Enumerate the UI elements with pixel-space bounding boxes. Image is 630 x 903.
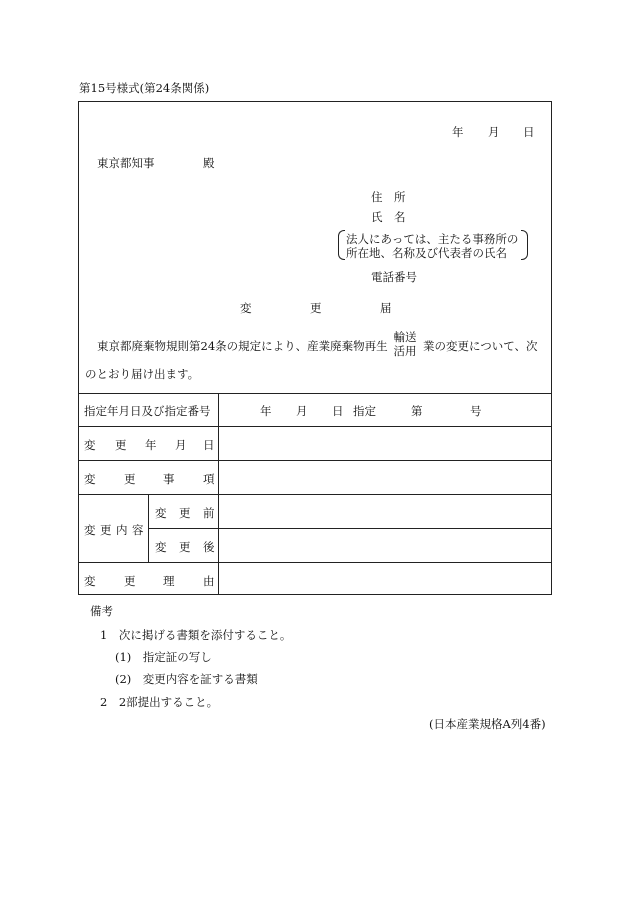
corporate-note-line1: 法人にあっては、主たる事務所の bbox=[346, 232, 519, 246]
column-divider bbox=[148, 494, 149, 562]
date-day: 日 bbox=[523, 125, 535, 139]
date-month: 月 bbox=[488, 125, 500, 139]
change-date-c2: 更 bbox=[115, 438, 127, 452]
body-line2: のとおり届け出ます。 bbox=[85, 367, 200, 381]
title-char-3: 届 bbox=[380, 301, 392, 315]
title-char-2: 更 bbox=[310, 301, 322, 315]
change-date-c3: 年 bbox=[145, 438, 157, 452]
change-content-c2: 更 bbox=[100, 523, 112, 537]
designation-shitei: 指定 bbox=[353, 404, 376, 418]
business-type-option bbox=[391, 330, 419, 358]
after-c2: 更 bbox=[179, 540, 191, 554]
addressee-honorific: 殿 bbox=[203, 156, 215, 170]
designation-label: 指定年月日及び指定番号 bbox=[84, 404, 211, 418]
row-divider bbox=[78, 426, 552, 427]
change-item-c3: 事 bbox=[163, 472, 175, 486]
corporate-note-line2: 所在地、名称及び代表者の氏名 bbox=[346, 246, 507, 260]
table-top-line bbox=[78, 393, 552, 394]
address-label: 住 所 bbox=[371, 190, 406, 204]
addressee-name: 東京都知事 bbox=[97, 156, 155, 170]
notes-item-1a: (1) 指定証の写し bbox=[115, 650, 212, 664]
before-c3: 前 bbox=[203, 506, 215, 520]
row-divider bbox=[148, 528, 552, 529]
notes-item-2: 2 2部提出すること。 bbox=[100, 695, 219, 709]
change-content-c3: 内 bbox=[116, 523, 128, 537]
reason-c1: 変 bbox=[84, 574, 96, 588]
reason-c4: 由 bbox=[203, 574, 215, 588]
name-label: 氏 名 bbox=[371, 210, 406, 224]
body-part2: 業の変更について、次 bbox=[423, 339, 538, 353]
designation-go: 号 bbox=[470, 404, 482, 418]
designation-month: 月 bbox=[296, 404, 308, 418]
designation-year: 年 bbox=[260, 404, 272, 418]
reason-c3: 理 bbox=[163, 574, 175, 588]
change-date-c1: 変 bbox=[84, 438, 96, 452]
row-divider bbox=[78, 494, 552, 495]
notes-heading: 備考 bbox=[90, 604, 113, 618]
title-char-1: 変 bbox=[240, 301, 252, 315]
notes-item-1b: (2) 変更内容を証する書類 bbox=[115, 672, 258, 686]
date-year: 年 bbox=[452, 125, 464, 139]
designation-day: 日 bbox=[332, 404, 344, 418]
before-c1: 変 bbox=[155, 506, 167, 520]
change-date-c4: 月 bbox=[175, 438, 187, 452]
reason-c2: 更 bbox=[124, 574, 136, 588]
change-item-c1: 変 bbox=[84, 472, 96, 486]
body-part1: 東京都廃棄物規則第24条の規定により、産業廃棄物再生 bbox=[97, 339, 388, 353]
column-divider bbox=[218, 393, 219, 595]
row-divider bbox=[78, 562, 552, 563]
paper-size-note: (日本産業規格A列4番) bbox=[429, 717, 546, 731]
option-utilize: 活用 bbox=[393, 344, 417, 358]
phone-label: 電話番号 bbox=[371, 270, 417, 284]
form-id: 第15号様式(第24条関係) bbox=[79, 81, 210, 95]
after-c3: 後 bbox=[203, 540, 215, 554]
notes-item-1: 1 次に掲げる書類を添付すること。 bbox=[100, 628, 292, 642]
change-item-c4: 項 bbox=[203, 472, 215, 486]
option-transport: 輸送 bbox=[393, 330, 417, 344]
after-c1: 変 bbox=[155, 540, 167, 554]
designation-dai: 第 bbox=[411, 404, 423, 418]
row-divider bbox=[78, 460, 552, 461]
change-content-c4: 容 bbox=[132, 523, 144, 537]
change-content-c1: 変 bbox=[84, 523, 96, 537]
change-item-c2: 更 bbox=[124, 472, 136, 486]
change-date-c5: 日 bbox=[203, 438, 215, 452]
before-c2: 更 bbox=[179, 506, 191, 520]
